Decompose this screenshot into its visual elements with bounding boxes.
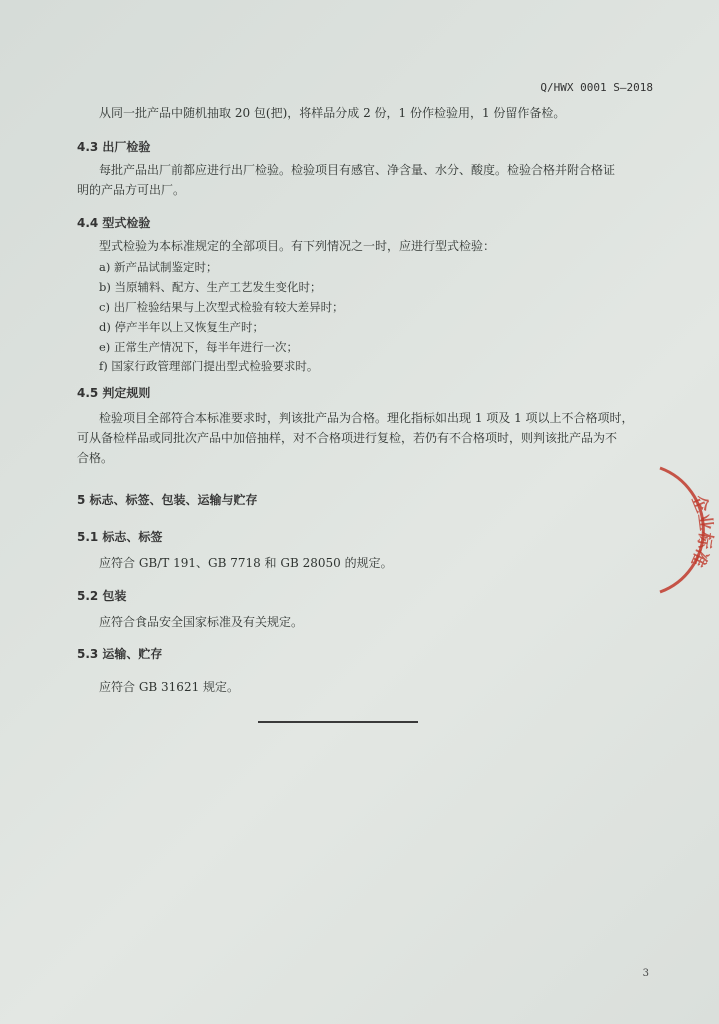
list-item: e) 正常生产情况下，每半年进行一次； [99,340,298,354]
page-number: 3 [642,968,649,979]
section-4-4-title: 4.4 型式检验 [77,216,151,230]
section-4-3-line-1: 每批产品出厂前都应进行出厂检验。检验项目有感官、净含量、水分、酸度。检验合格并附合格证 [99,163,616,177]
section-5-1-title: 5.1 标志、标签 [77,530,163,544]
section-4-3-title: 4.3 出厂检验 [77,140,151,154]
list-item: f) 国家行政管理部门提出型式检验要求时。 [99,359,319,373]
section-5-3-body: 应符合 GB 31621 规定。 [99,680,240,694]
list-item: a) 新产品试制鉴定时； [99,260,218,274]
section-4-5-title: 4.5 判定规则 [77,386,151,400]
list-item: d) 停产半年以上又恢复生产时； [99,320,265,334]
section-5-2-title: 5.2 包装 [77,589,127,603]
section-5-3-title: 5.3 运输、贮存 [77,647,163,661]
section-4-3-line-2: 明的产品方可出厂。 [77,183,186,197]
section-4-5-line-2: 可从备检样品或同批次产品中加倍抽样，对不合格项进行复检，若仍有不合格项时，则判该批产品为不 [77,431,618,445]
section-4-5-line-1: 检验项目全部符合本标准要求时，判该批产品为合格。理化指标如出现 1 项及 1 项以上不合格项时， [99,411,634,425]
end-of-document-rule [258,721,418,723]
document-code: Q/HWX 0001 S—2018 [540,81,653,94]
section-5-title: 5 标志、标签、包装、运输与贮存 [77,493,258,507]
svg-text:企业标准: 企业标准 [686,492,716,570]
red-seal-stamp [640,460,719,600]
section-4-4-intro: 型式检验为本标准规定的全部项目。有下列情况之一时，应进行型式检验： [99,239,496,253]
section-5-2-body: 应符合食品安全国家标准及有关规定。 [99,615,304,629]
list-item: c) 出厂检验结果与上次型式检验有较大差异时； [99,300,344,314]
section-5-1-body: 应符合 GB/T 191、GB 7718 和 GB 28050 的规定。 [99,556,393,570]
list-item: b) 当原辅料、配方、生产工艺发生变化时； [99,280,322,294]
intro-text: 从同一批产品中随机抽取 20 包(把)，将样品分成 2 份，1 份作检验用，1 份留作备检。 [99,106,566,120]
section-4-5-line-3: 合格。 [77,451,114,465]
